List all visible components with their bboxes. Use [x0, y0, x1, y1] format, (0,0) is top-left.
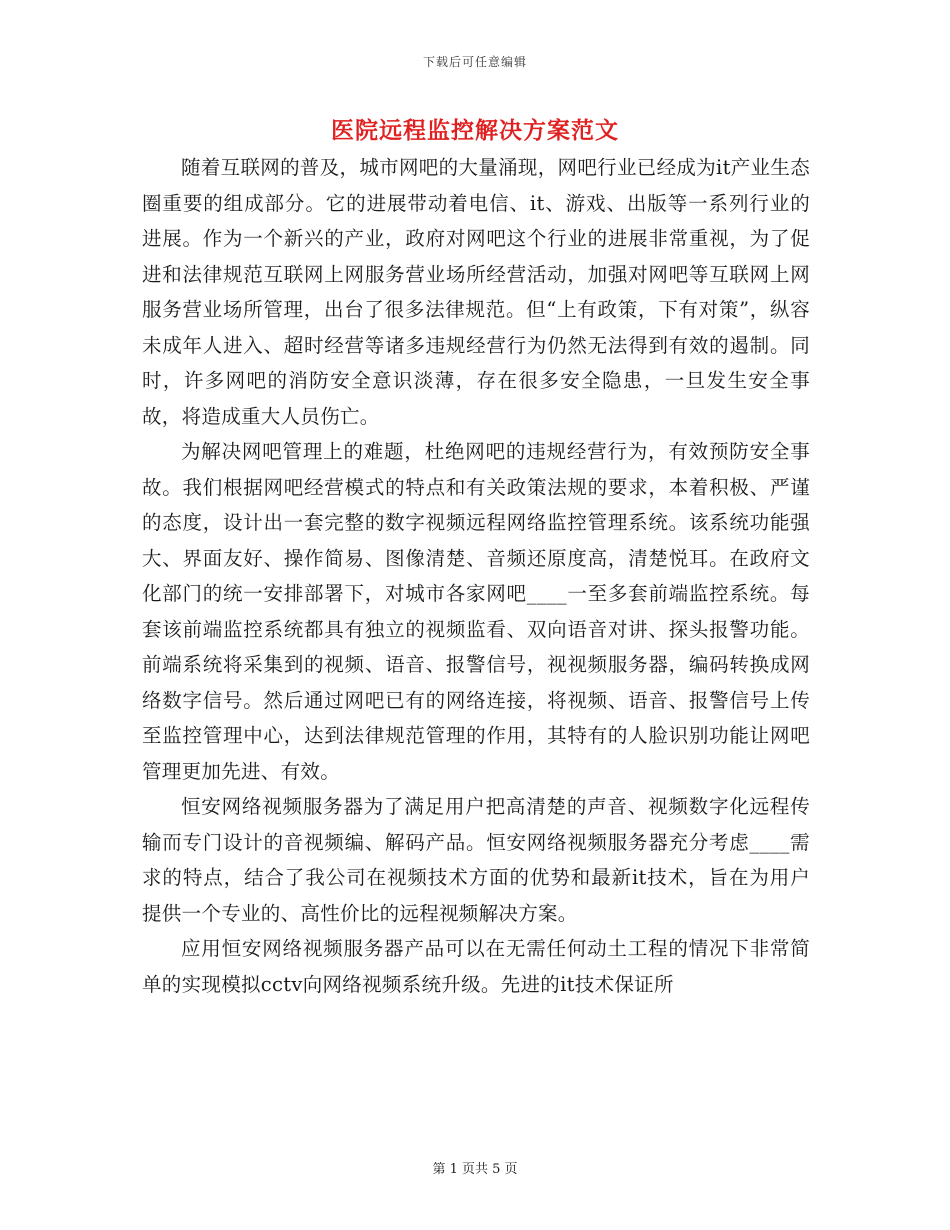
- document-body: [142, 150, 810, 1002]
- paragraph-4: 应用恒安网络视频服务器产品可以在无需任何动土工程的情况下非常简单的实现模拟cctv向网络视频系统升级。先进的it技术保证所: [142, 937, 810, 996]
- paragraph-2: 为解决网吧管理上的难题，杜绝网吧的违规经营行为，有效预防安全事故。我们根据网吧经营模式的特点和有关政策法规的要求，本着积极、严谨的态度，设计出一套完整的数字视频远程网络监控管理系统。该系统功能强大、界面友好、操作简易、图像清楚、音频还原度高，清楚悦耳。在政府文化部门的统一安排部署下，对城市各家网吧____一至多套前端监控系统。每套该前端监控系统都具有独立的视频监看、双向语音对讲、探头报警功能。前端系统将采集到的视频、语音、报警信号，视视频服务器，编码转换成网络数字信号。然后通过网吧已有的网络连接，将视频、语音、报警信号上传至监控管理中心，达到法律规范管理的作用，其特有的人脸识别功能让网吧管理更加先进、有效。: [142, 440, 810, 783]
- document-title: 医院远程监控解决方案范文: [331, 117, 619, 144]
- header-note: 下载后可任意编辑: [422, 55, 527, 69]
- paragraph-3: 恒安网络视频服务器为了满足用户把高清楚的声音、视频数字化远程传输而专门设计的音视频编、解码产品。恒安网络视频服务器充分考虑____需求的特点，结合了我公司在视频技术方面的优势和最新it技术，旨在为用户提供一个专业的、高性价比的远程视频解决方案。: [142, 795, 810, 925]
- page-number: 第 1 页共 5 页: [432, 1162, 518, 1177]
- paragraph-1: 随着互联网的普及，城市网吧的大量涌现，网吧行业已经成为it产业生态圈重要的组成部分。它的进展带动着电信、it、游戏、出版等一系列行业的进展。作为一个新兴的产业，政府对网吧这个行业的进展非常重视，为了促进和法律规范互联网上网服务营业场所经营活动，加强对网吧等互联网上网服务营业场所管理，出台了很多法律规范。但“上有政策，下有对策”，纵容未成年人进入、超时经营等诸多违规经营行为仍然无法得到有效的遏制。同时，许多网吧的消防安全意识淡薄，存在很多安全隐患，一旦发生安全事故，将造成重大人员伤亡。: [142, 156, 810, 428]
